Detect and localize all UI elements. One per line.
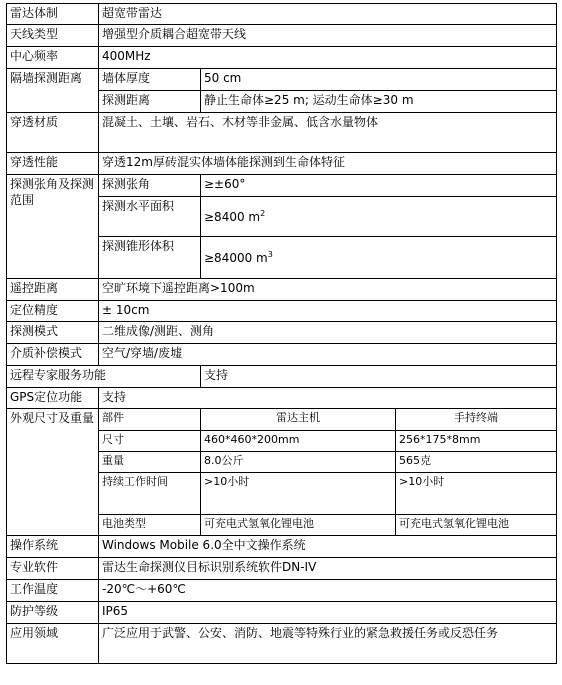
table-row — [7, 602, 557, 624]
row-label: 天线类型 — [7, 25, 99, 47]
sub-label: 尺寸 — [99, 431, 201, 452]
column-header: 手持终端 — [396, 409, 557, 431]
table-row — [7, 388, 557, 409]
row-label: 穿透性能 — [7, 153, 99, 175]
row-label: 探测模式 — [7, 322, 99, 344]
table-row — [7, 624, 557, 664]
cell-value: 可充电式氢氧化锂电池 — [201, 515, 396, 536]
area-exponent: 2 — [260, 208, 266, 218]
sub-label: 探测张角 — [99, 175, 201, 197]
table-row — [7, 153, 557, 175]
table-row — [7, 175, 557, 197]
row-value: ± 10cm — [99, 301, 557, 322]
table-row — [7, 409, 557, 431]
row-label: 探测张角及探测范围 — [7, 175, 99, 279]
row-value: 50 cm — [201, 69, 557, 91]
sub-label: 墙体厚度 — [99, 69, 201, 91]
row-value: 空气/穿墙/废墟 — [99, 344, 557, 366]
row-label: 防护等级 — [7, 602, 99, 624]
row-value: 混凝土、土壤、岩石、木材等非金属、低含水量物体 — [99, 113, 557, 153]
cell-value: 256*175*8mm — [396, 431, 557, 452]
cell-value: 460*460*200mm — [201, 431, 396, 452]
row-value — [201, 237, 557, 279]
row-value: 支持 — [201, 366, 557, 388]
table-row — [7, 279, 557, 301]
cell-value: >10小时 — [396, 473, 557, 515]
sub-label: 持续工作时间 — [99, 473, 201, 515]
row-label: 操作系统 — [7, 536, 99, 558]
row-label: 隔墙探测距离 — [7, 69, 99, 113]
row-value: 雷达生命探测仪目标识别系统软件DN-IV — [99, 558, 557, 580]
row-label: 介质补偿模式 — [7, 344, 99, 366]
row-label: 穿透材质 — [7, 113, 99, 153]
table-row — [7, 536, 557, 558]
sub-label: 部件 — [99, 409, 201, 431]
table-row — [7, 69, 557, 91]
table-row — [7, 4, 557, 25]
row-value: 空旷环境下遥控距离>100m — [99, 279, 557, 301]
cell-value: 8.0公斤 — [201, 452, 396, 473]
volume-value: ≥84000 m — [204, 250, 268, 265]
sub-label: 探测距离 — [99, 91, 201, 113]
cell-value: >10小时 — [201, 473, 396, 515]
volume-exponent: 3 — [267, 249, 273, 259]
cell-value: 可充电式氢氧化锂电池 — [396, 515, 557, 536]
row-label: 中心频率 — [7, 47, 99, 69]
row-label: 专业软件 — [7, 558, 99, 580]
row-value: -20℃～+60℃ — [99, 580, 557, 602]
row-value: 增强型介质耦合超宽带天线 — [99, 25, 557, 47]
area-value: ≥8400 m — [204, 209, 261, 224]
sub-label: 探测锥形体积 — [99, 237, 201, 279]
row-value: 广泛应用于武警、公安、消防、地震等特殊行业的紧急救援任务或反恐任务 — [99, 624, 557, 664]
row-value — [201, 197, 557, 237]
table-row — [7, 558, 557, 580]
row-label: 雷达体制 — [7, 4, 99, 25]
row-label: GPS定位功能 — [7, 388, 99, 409]
row-value: 穿透12m厚砖混实体墙体能探测到生命体特征 — [99, 153, 557, 175]
row-value: 静止生命体≥25 m; 运动生命体≥30 m — [201, 91, 557, 113]
table-row — [7, 301, 557, 322]
table-row — [7, 344, 557, 366]
table-row — [7, 113, 557, 153]
row-label: 远程专家服务功能 — [7, 366, 201, 388]
row-value: 超宽带雷达 — [99, 4, 557, 25]
table-row — [7, 322, 557, 344]
row-value: ≥±60° — [201, 175, 557, 197]
row-label: 定位精度 — [7, 301, 99, 322]
row-label: 遥控距离 — [7, 279, 99, 301]
table-row — [7, 25, 557, 47]
row-label: 工作温度 — [7, 580, 99, 602]
sub-label: 电池类型 — [99, 515, 201, 536]
row-value: IP65 — [99, 602, 557, 624]
spec-table — [6, 3, 557, 664]
row-value: 二维成像/测距、测角 — [99, 322, 557, 344]
sub-label: 探测水平面积 — [99, 197, 201, 237]
table-row — [7, 47, 557, 69]
row-label: 应用领域 — [7, 624, 99, 664]
row-value: 400MHz — [99, 47, 557, 69]
row-label: 外观尺寸及重量 — [7, 409, 99, 536]
cell-value: 565克 — [396, 452, 557, 473]
column-header: 雷达主机 — [201, 409, 396, 431]
row-value: 支持 — [99, 388, 557, 409]
table-row — [7, 366, 557, 388]
sub-label: 重量 — [99, 452, 201, 473]
table-row — [7, 580, 557, 602]
row-value: Windows Mobile 6.0全中文操作系统 — [99, 536, 557, 558]
